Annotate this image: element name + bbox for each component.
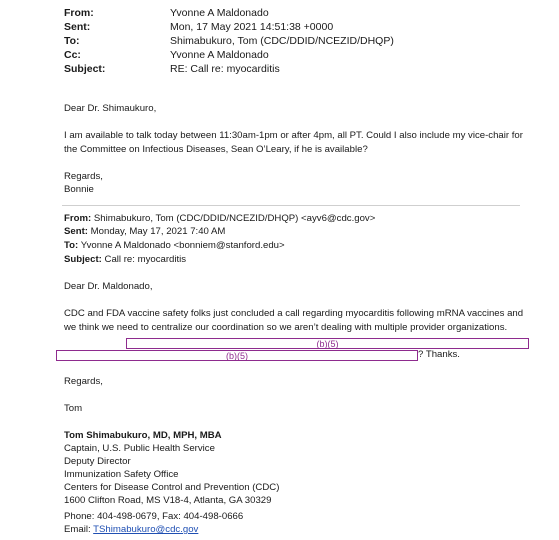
- original-subject-value: Call re: myocarditis: [101, 254, 187, 265]
- original-sent: [64, 225, 225, 239]
- separator-line: [62, 205, 520, 206]
- signature-name: Tom Shimabukuro, MD, MPH, MBA: [64, 430, 222, 441]
- reply-greeting: Dear Dr. Shimaukuro,: [64, 103, 157, 114]
- signature-email-line: [64, 523, 198, 537]
- original-subject-label: Subject:: [64, 254, 102, 265]
- from-label: From:: [64, 7, 94, 19]
- original-body: CDC and FDA vaccine safety folks just concluded a call regarding myocarditis following mRNA vaccines and we think we need to centralize our coordination so we aren’t dealing with multiple provider organizations.: [64, 308, 524, 333]
- redaction-box: (b)(5): [56, 350, 418, 361]
- reply-body: I am available to talk today between 11:30am-1pm or after 4pm, all PT. Could I also include my vice-chair for the Committee on Infectious Diseases, Sean O’Leary, if he is available?: [64, 130, 523, 155]
- redaction-box: (b)(5): [126, 338, 529, 349]
- signature-address: 1600 Clifton Road, MS V18-4, Atlanta, GA 30329: [64, 495, 272, 506]
- cc-value: Yvonne A Maldonado: [170, 49, 269, 61]
- reply-closing: Regards,: [64, 171, 103, 182]
- from-value: Yvonne A Maldonado: [170, 7, 269, 19]
- signature-email-label: Email:: [64, 524, 94, 535]
- original-closing: Regards,: [64, 376, 103, 387]
- signature-office: Immunization Safety Office: [64, 469, 179, 480]
- original-sign-name: Tom: [64, 403, 83, 414]
- original-to-label: To:: [64, 240, 79, 251]
- signature-org: Centers for Disease Control and Prevention (CDC): [64, 482, 280, 493]
- subject-label: Subject:: [64, 63, 106, 75]
- signature-role: Deputy Director: [64, 456, 131, 467]
- email-link[interactable]: TShimabukuro@cdc.gov: [93, 524, 199, 535]
- original-from: [64, 212, 375, 226]
- sent-value: Mon, 17 May 2021 14:51:38 +0000: [170, 21, 334, 33]
- cc-label: Cc:: [64, 49, 81, 61]
- original-sent-value: Monday, May 17, 2021 7:40 AM: [87, 226, 226, 237]
- original-sent-label: Sent:: [64, 226, 88, 237]
- reply-signature: Bonnie: [64, 184, 94, 195]
- sent-label: Sent:: [64, 21, 91, 33]
- subject-value: RE: Call re: myocarditis: [170, 63, 280, 75]
- original-subject: [64, 253, 186, 267]
- original-to-value: Yvonne A Maldonado <bonniem@stanford.edu>: [78, 240, 285, 251]
- original-greeting: Dear Dr. Maldonado,: [64, 281, 153, 292]
- signature-phone: Phone: 404-498-0679, Fax: 404-498-0666: [64, 511, 244, 522]
- to-label: To:: [64, 35, 80, 47]
- original-from-value: Shimabukuro, Tom (CDC/DDID/NCEZID/DHQP) <ayv6@cdc.gov>: [91, 213, 376, 224]
- original-from-label: From:: [64, 213, 92, 224]
- after-redaction-text: ? Thanks.: [418, 349, 460, 360]
- to-value: Shimabukuro, Tom (CDC/DDID/NCEZID/DHQP): [170, 35, 394, 47]
- signature-title: Captain, U.S. Public Health Service: [64, 443, 215, 454]
- original-to: [64, 239, 285, 253]
